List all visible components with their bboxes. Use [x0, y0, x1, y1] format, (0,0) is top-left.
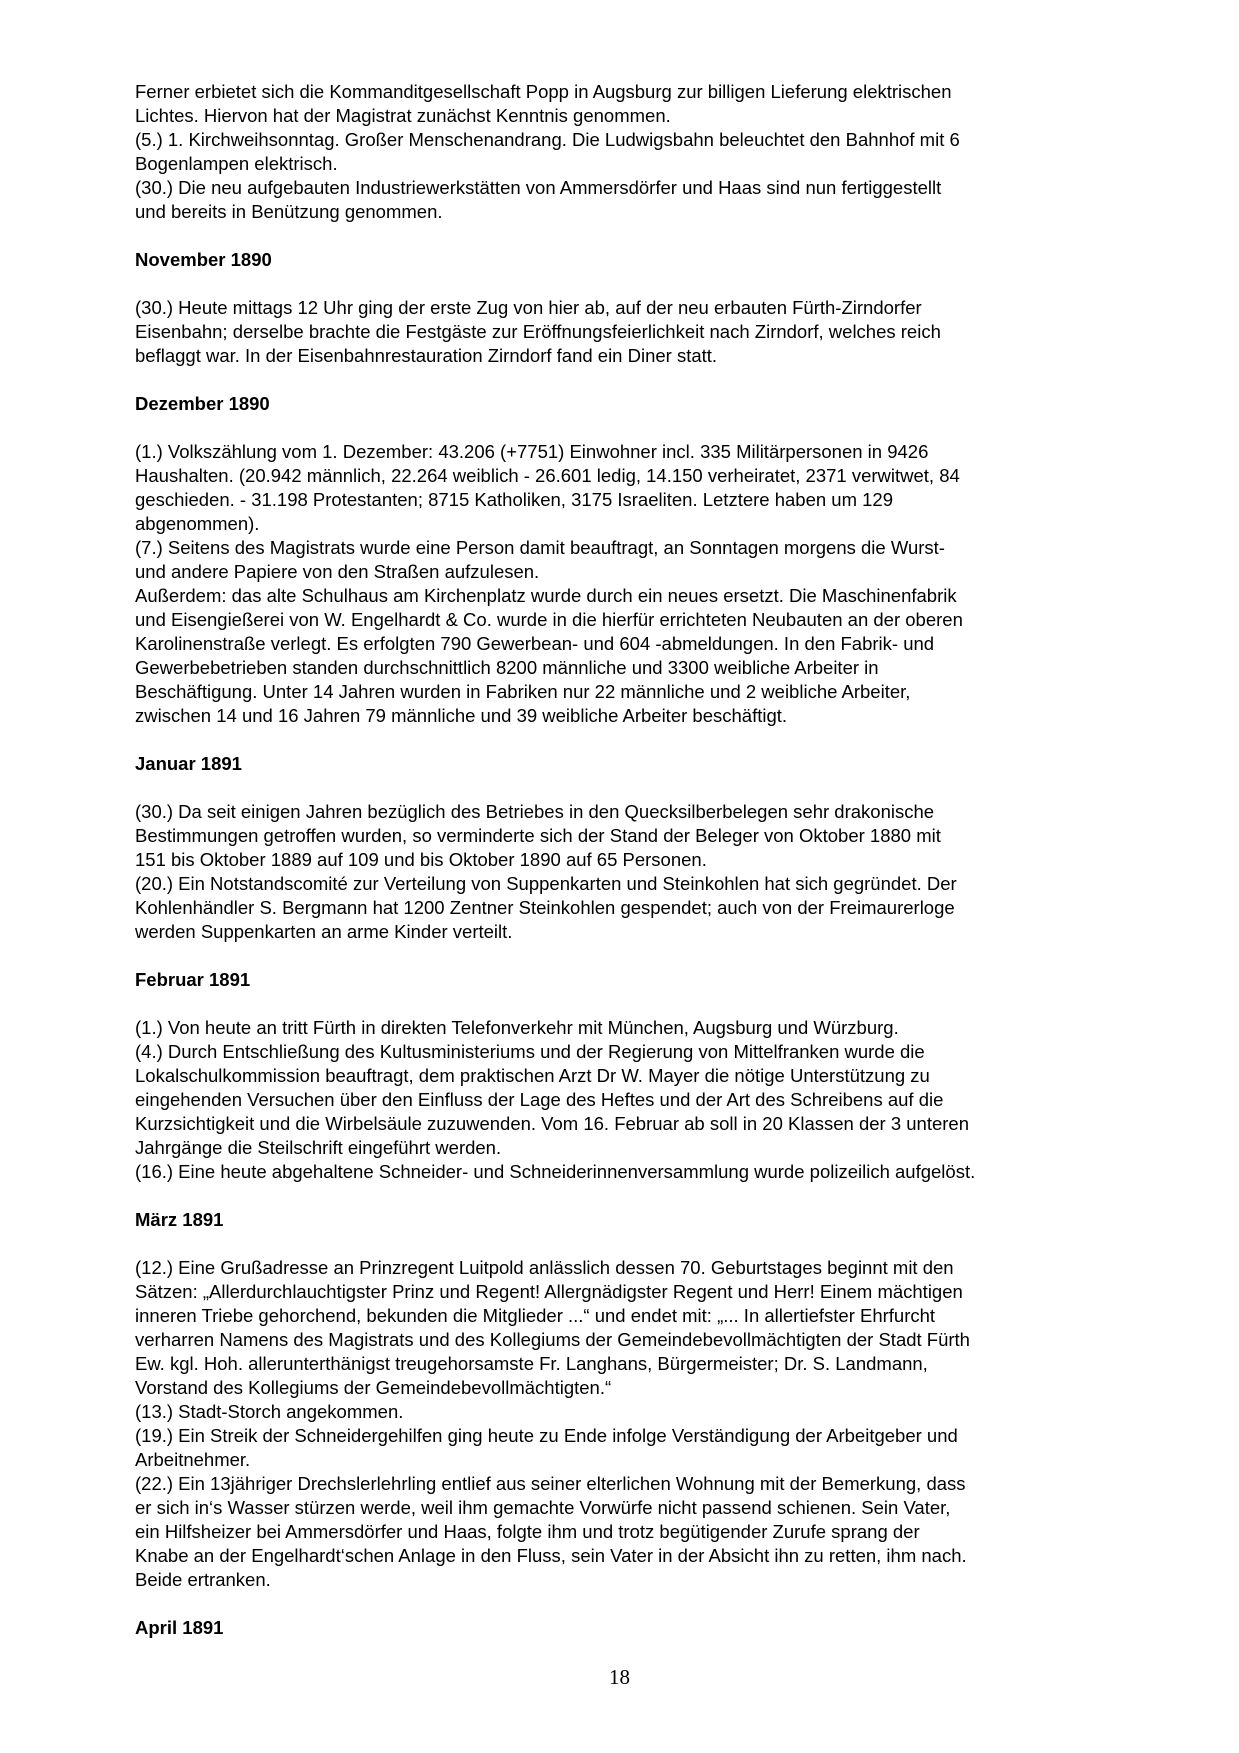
text-line: Bestimmungen getroffen wurden, so verminderte sich der Stand der Beleger von Oktober 1880 mit: [135, 825, 941, 846]
text-line: inneren Triebe gehorchend, bekunden die Mitglieder ...“ und endet mit: „... In allertiefster Ehrfurcht: [135, 1305, 936, 1326]
section-heading: Februar 1891: [135, 969, 251, 990]
section-heading: Januar 1891: [135, 753, 242, 774]
section-heading: Dezember 1890: [135, 393, 270, 414]
text-line: (30.) Heute mittags 12 Uhr ging der erste Zug von hier ab, auf der neu erbauten Fürth-Zirndorfer: [135, 297, 922, 318]
text-line: (30.) Die neu aufgebauten Industriewerkstätten von Ammersdörfer und Haas sind nun fertiggestellt: [135, 177, 942, 198]
text-line: und andere Papiere von den Straßen aufzulesen.: [135, 561, 540, 582]
text-line: und Eisengießerei von W. Engelhardt & Co. wurde in die hierfür errichteten Neubauten an der oberen: [135, 609, 963, 630]
text-line: (5.) 1. Kirchweihsonntag. Großer Menschenandrang. Die Ludwigsbahn beleuchtet den Bahnhof mit 6: [135, 129, 960, 150]
text-line: Kurzsichtigkeit und die Wirbelsäule zuzuwenden. Vom 16. Februar ab soll in 20 Klassen der 3 unteren: [135, 1113, 969, 1134]
text-line: Knabe an der Engelhardt‘schen Anlage in den Fluss, sein Vater in der Absicht ihn zu retten, ihm nach.: [135, 1545, 967, 1566]
text-line: Sätzen: „Allerdurchlauchtigster Prinz und Regent! Allergnädigster Regent und Herr! Einem mächtigen: [135, 1281, 963, 1302]
blank-line: [135, 272, 1125, 296]
blank-line: [135, 416, 1125, 440]
blank-line: [135, 728, 1125, 752]
text-line: Lokalschulkommission beauftragt, dem praktischen Arzt Dr W. Mayer die nötige Unterstützung zu: [135, 1065, 930, 1086]
text-line: abgenommen).: [135, 513, 260, 534]
blank-line: [135, 1184, 1125, 1208]
text-line: Arbeitnehmer.: [135, 1449, 251, 1470]
text-line: (16.) Eine heute abgehaltene Schneider- und Schneiderinnenversammlung wurde polizeilich aufgelöst.: [135, 1161, 976, 1182]
text-line: er sich in‘s Wasser stürzen werde, weil ihm gemachte Vorwürfe nicht passend schienen. Sein Vater,: [135, 1497, 951, 1518]
section-heading: November 1890: [135, 249, 272, 270]
text-line: werden Suppenkarten an arme Kinder verteilt.: [135, 921, 513, 942]
text-line: verharren Namens des Magistrats und des Kollegiums der Gemeindebevollmächtigten der Stadt Fürth: [135, 1329, 970, 1350]
text-line: Lichtes. Hiervon hat der Magistrat zunächst Kenntnis genommen.: [135, 105, 671, 126]
text-line: Außerdem: das alte Schulhaus am Kirchenplatz wurde durch ein neues ersetzt. Die Maschinenfabrik: [135, 585, 957, 606]
text-line: ein Hilfsheizer bei Ammersdörfer und Haas, folgte ihm und trotz begütigender Zurufe sprang der: [135, 1521, 920, 1542]
text-line: (1.) Volkszählung vom 1. Dezember: 43.206 (+7751) Einwohner incl. 335 Militärpersonen in 9426: [135, 441, 929, 462]
text-line: (22.) Ein 13jähriger Drechslerlehrling entlief aus seiner elterlichen Wohnung mit der Bemerkung, dass: [135, 1473, 966, 1494]
text-line: Ferner erbietet sich die Kommanditgesellschaft Popp in Augsburg zur billigen Lieferung elektrischen: [135, 81, 952, 102]
blank-line: [135, 1232, 1125, 1256]
text-line: (4.) Durch Entschließung des Kultusministeriums und der Regierung von Mittelfranken wurde die: [135, 1041, 925, 1062]
text-line: 151 bis Oktober 1889 auf 109 und bis Oktober 1890 auf 65 Personen.: [135, 849, 707, 870]
text-line: (13.) Stadt-Storch angekommen.: [135, 1401, 404, 1422]
chronicle-text-body: [135, 80, 1125, 1640]
blank-line: [135, 992, 1125, 1016]
text-line: Haushalten. (20.942 männlich, 22.264 weiblich - 26.601 ledig, 14.150 verheiratet, 2371 verwitwet, 84: [135, 465, 960, 486]
text-line: Kohlenhändler S. Bergmann hat 1200 Zentner Steinkohlen gespendet; auch von der Freimaurerloge: [135, 897, 955, 918]
blank-line: [135, 1592, 1125, 1616]
text-line: (20.) Ein Notstandscomité zur Verteilung von Suppenkarten und Steinkohlen hat sich gegründet. Der: [135, 873, 957, 894]
blank-line: [135, 368, 1125, 392]
blank-line: [135, 944, 1125, 968]
blank-line: [135, 224, 1125, 248]
text-line: Ew. kgl. Hoh. allerunterthänigst treugehorsamste Fr. Langhans, Bürgermeister; Dr. S. Landmann,: [135, 1353, 928, 1374]
text-line: Gewerbebetrieben standen durchschnittlich 8200 männliche und 3300 weibliche Arbeiter in: [135, 657, 879, 678]
blank-line: [135, 776, 1125, 800]
text-line: Jahrgänge die Steilschrift eingeführt werden.: [135, 1137, 502, 1158]
text-line: (7.) Seitens des Magistrats wurde eine Person damit beauftragt, an Sonntagen morgens die Wurst-: [135, 537, 945, 558]
text-line: Karolinenstraße verlegt. Es erfolgten 790 Gewerbean- und 604 -abmeldungen. In den Fabrik- und: [135, 633, 935, 654]
text-line: beflaggt war. In der Eisenbahnrestauration Zirndorf fand ein Diner statt.: [135, 345, 718, 366]
text-line: Vorstand des Kollegiums der Gemeindebevollmächtigten.“: [135, 1377, 612, 1398]
section-heading: April 1891: [135, 1617, 224, 1638]
text-line: (12.) Eine Grußadresse an Prinzregent Luitpold anlässlich dessen 70. Geburtstages beginnt mit den: [135, 1257, 954, 1278]
text-line: Eisenbahn; derselbe brachte die Festgäste zur Eröffnungsfeierlichkeit nach Zirndorf, welches reich: [135, 321, 941, 342]
text-line: (19.) Ein Streik der Schneidergehilfen ging heute zu Ende infolge Verständigung der Arbeitgeber und: [135, 1425, 958, 1446]
text-line: eingehenden Versuchen über den Einfluss der Lage des Heftes und der Art des Schreibens auf die: [135, 1089, 944, 1110]
page-number: 18: [609, 1665, 630, 1689]
text-line: (30.) Da seit einigen Jahren bezüglich des Betriebes in den Quecksilberbelegen sehr drakonische: [135, 801, 935, 822]
text-line: Beschäftigung. Unter 14 Jahren wurden in Fabriken nur 22 männliche und 2 weibliche Arbeiter,: [135, 681, 911, 702]
text-line: geschieden. - 31.198 Protestanten; 8715 Katholiken, 3175 Israeliten. Letztere haben um 129: [135, 489, 894, 510]
text-line: zwischen 14 und 16 Jahren 79 männliche und 39 weibliche Arbeiter beschäftigt.: [135, 705, 788, 726]
text-line: Bogenlampen elektrisch.: [135, 153, 338, 174]
section-heading: März 1891: [135, 1209, 224, 1230]
text-line: (1.) Von heute an tritt Fürth in direkten Telefonverkehr mit München, Augsburg und Würzburg.: [135, 1017, 899, 1038]
text-line: Beide ertranken.: [135, 1569, 271, 1590]
text-line: und bereits in Benützung genommen.: [135, 201, 443, 222]
